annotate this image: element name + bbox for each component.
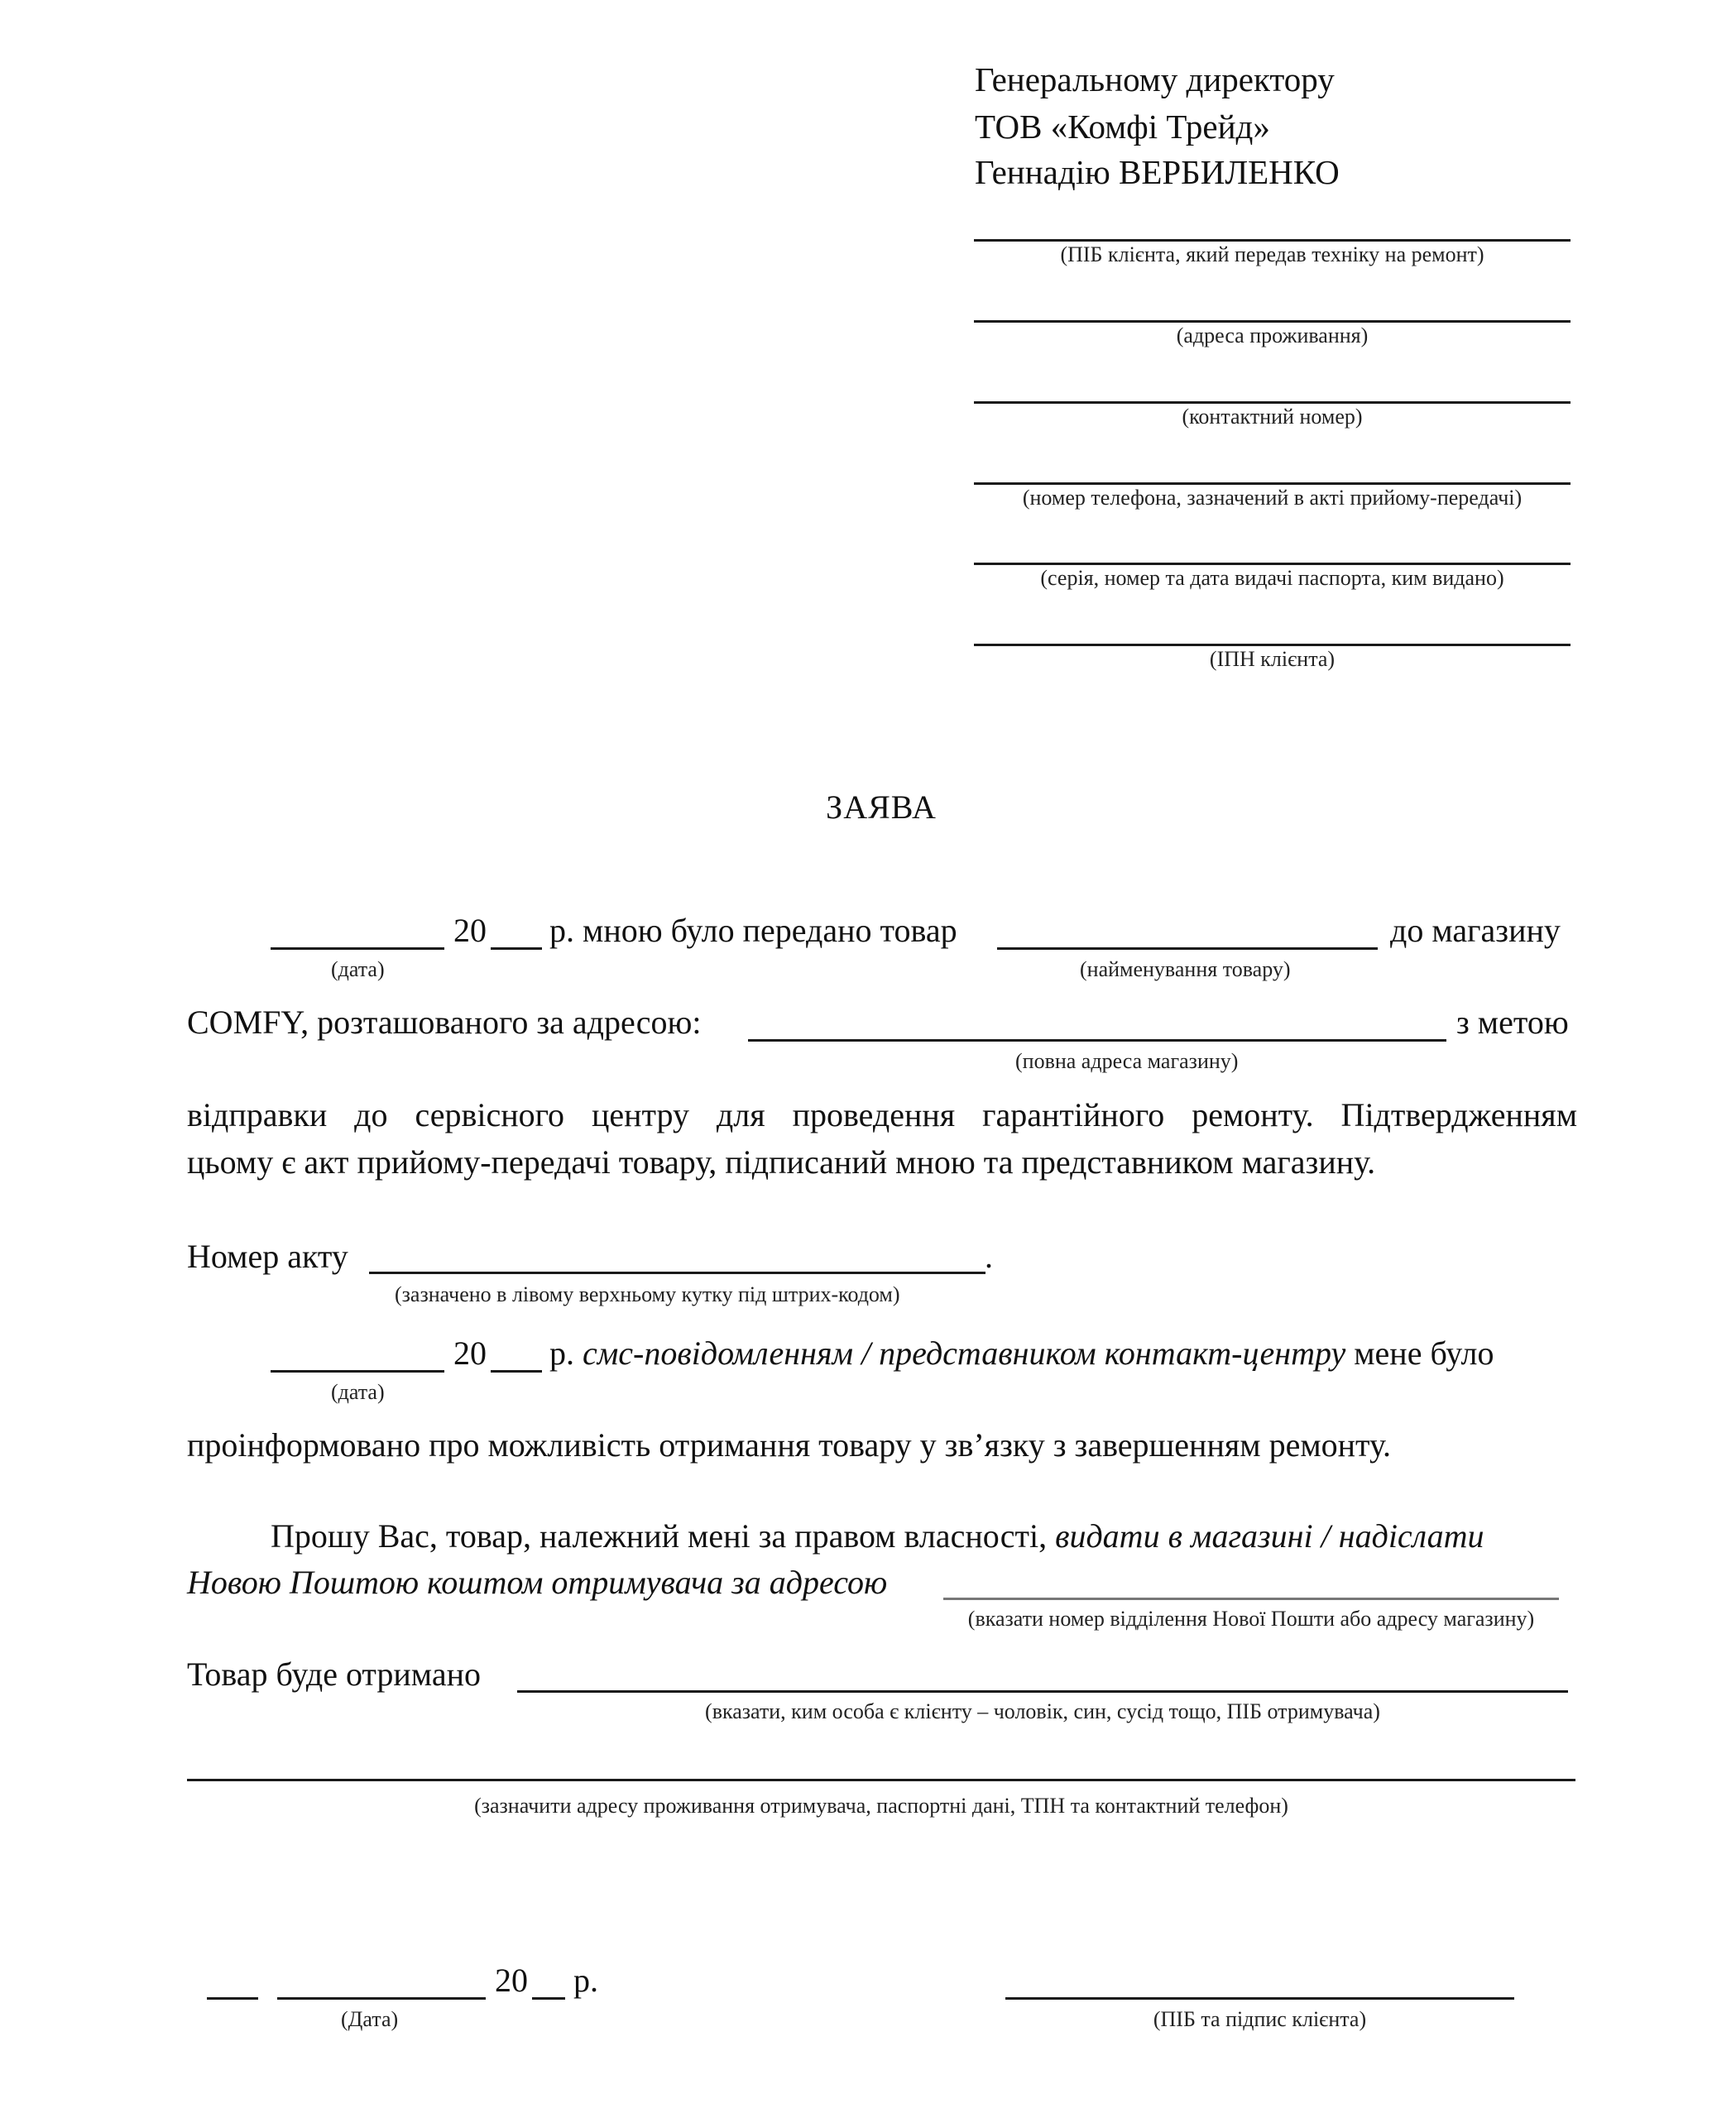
delivery-address-caption: (вказати номер відділення Нової Пошти або адресу магазину) — [967, 1607, 1535, 1631]
notify-date-field[interactable] — [271, 1370, 444, 1373]
document-title: ЗАЯВА — [826, 788, 937, 826]
footer-year-prefix: 20 — [495, 1962, 528, 1999]
store-address-label: COMFY, розташованого за адресою: — [187, 1004, 702, 1041]
request-line-1 — [271, 1517, 1484, 1555]
footer-date-caption: (Дата) — [341, 2007, 399, 2031]
tax-id-field[interactable] — [974, 644, 1571, 646]
notify-year-prefix: 20 — [453, 1335, 487, 1372]
act-number-period: . — [985, 1238, 993, 1275]
paragraph-line-3: відправки до сервісного центру для проведення гарантійного ремонту. Підтвердженням — [187, 1096, 1577, 1133]
delivery-address-field[interactable] — [943, 1598, 1559, 1600]
addressee-line-3: Геннадію ВЕРБИЛЕНКО — [975, 153, 1340, 191]
receiver-details-caption: (зазначити адресу проживання отримувача, паспортні дані, ТПН та контактний телефон) — [474, 1794, 1288, 1818]
passport-field[interactable] — [974, 563, 1571, 565]
notify-sentence — [549, 1334, 1494, 1373]
residence-address-field[interactable] — [974, 320, 1571, 323]
act-number-caption: (зазначено в лівому верхньому кутку під штрих-кодом) — [395, 1282, 900, 1306]
contact-number-caption: (контактний номер) — [1182, 405, 1363, 429]
store-address-caption: (повна адреса магазину) — [1015, 1049, 1239, 1073]
footer-year-field[interactable] — [532, 1997, 565, 2000]
notify-text-b: мене було — [1354, 1335, 1494, 1372]
receiver-details-field[interactable] — [187, 1779, 1575, 1781]
tax-id-caption: (ІПН клієнта) — [1209, 647, 1336, 671]
notify-method-options[interactable]: смс-повідомленням / представником контакт-центру — [583, 1335, 1346, 1372]
receiver-label: Товар буде отримано — [187, 1656, 481, 1693]
signature-caption: (ПІБ та підпис клієнта) — [1153, 2007, 1367, 2031]
contact-number-field[interactable] — [974, 401, 1571, 404]
passport-caption: (серія, номер та дата видачі паспорта, ким видано) — [1040, 566, 1504, 590]
handover-text-a: р. мною було передано товар — [549, 912, 957, 949]
paragraph-line-4: цьому є акт прийому-передачі товару, підписаний мною та представником магазину. — [187, 1143, 1376, 1181]
notify-year-field[interactable] — [491, 1370, 542, 1373]
addressee-line-1: Генеральному директору — [975, 60, 1335, 98]
request-line-2: Новою Поштою коштом отримувача за адресою — [187, 1564, 888, 1601]
notify-line-2: проінформовано про можливість отримання товару у зв’язку з завершенням ремонту. — [187, 1426, 1391, 1464]
purpose-text: з метою — [1456, 1004, 1569, 1041]
act-number-field[interactable] — [369, 1272, 985, 1274]
act-number-label: Номер акту — [187, 1238, 348, 1275]
handover-text-b: до магазину — [1390, 912, 1561, 949]
delivery-method-options[interactable]: видати в магазині / надіслати — [1055, 1517, 1484, 1555]
client-name-caption: (ПІБ клієнта, який передав техніку на ремонт) — [1060, 242, 1484, 266]
handover-date-field[interactable] — [271, 947, 444, 950]
residence-address-caption: (адреса проживання) — [1176, 323, 1369, 347]
product-name-caption: (найменування товару) — [1080, 957, 1291, 981]
handover-year-field[interactable] — [491, 947, 542, 950]
act-phone-caption: (номер телефона, зазначений в акті прийому-передачі) — [1022, 486, 1523, 510]
signature-field[interactable] — [1005, 1997, 1514, 2000]
act-phone-field[interactable] — [974, 482, 1571, 485]
notify-text-a: р. — [549, 1335, 574, 1372]
footer-year-suffix: р. — [573, 1962, 598, 1999]
store-address-field[interactable] — [748, 1039, 1446, 1042]
receiver-who-field[interactable] — [517, 1690, 1568, 1693]
addressee-line-2: ТОВ «Комфі Трейд» — [975, 108, 1270, 146]
footer-month-field[interactable] — [277, 1997, 486, 2000]
receiver-who-caption: (вказати, ким особа є клієнту – чоловік, син, сусід тощо, ПІБ отримувача) — [705, 1699, 1380, 1723]
request-text-a: Прошу Вас, товар, належний мені за правом власності, — [271, 1517, 1048, 1555]
notify-date-caption: (дата) — [331, 1380, 385, 1404]
client-name-field[interactable] — [974, 239, 1571, 242]
footer-day-field[interactable] — [207, 1997, 258, 2000]
handover-date-caption: (дата) — [331, 957, 385, 981]
handover-year-prefix: 20 — [453, 912, 487, 949]
product-name-field[interactable] — [997, 947, 1378, 950]
